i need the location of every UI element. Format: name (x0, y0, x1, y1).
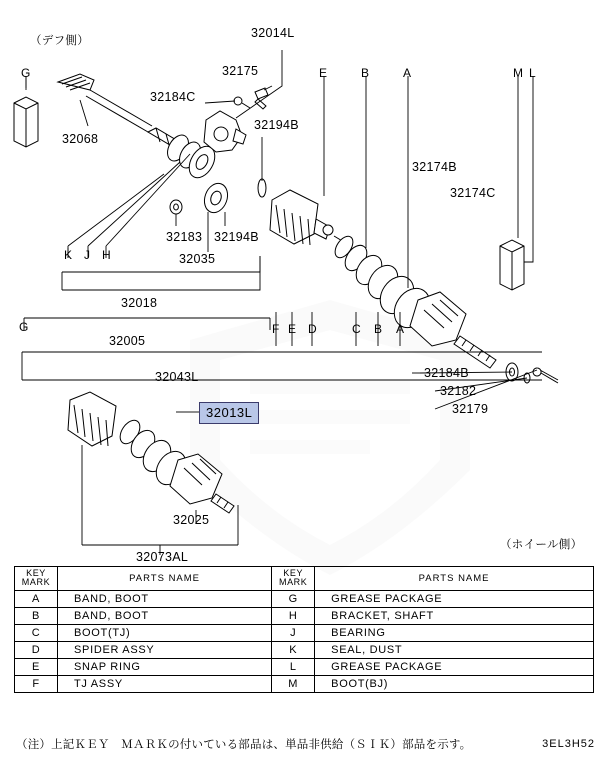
part-32194B-top: 32194B (254, 118, 299, 132)
key-left: B (15, 607, 58, 624)
callout-G-left: G (19, 320, 29, 334)
footnote-text: （注）上記ＫＥＹ ＭＡＲＫの付いている部品は、単品非供給（ＳＩＫ）部品を示す。 (16, 739, 472, 751)
part-32175: 32175 (222, 64, 259, 78)
key-left: D (15, 641, 58, 658)
diagram-code: 3EL3H52 (542, 738, 595, 750)
part-32182: 32182 (440, 384, 477, 398)
callout-K: K (64, 248, 73, 262)
table-header-row (15, 567, 594, 591)
callout-M-top: M (513, 66, 523, 80)
header-key-mark-left-line1: KEY (26, 568, 46, 578)
name-right: GREASE PACKAGE (315, 658, 594, 675)
part-32005: 32005 (109, 334, 146, 348)
table-row (15, 590, 594, 607)
callout-E-bottom: E (288, 322, 297, 336)
label-diff-side: （デフ側） (30, 35, 89, 47)
key-right: M (272, 675, 315, 692)
header-key-mark-left-line2: MARK (21, 577, 51, 588)
part-32184B: 32184B (424, 366, 469, 380)
key-right: J (272, 624, 315, 641)
callout-J: J (84, 248, 90, 262)
name-right: GREASE PACKAGE (315, 590, 594, 607)
name-right: SEAL, DUST (315, 641, 594, 658)
name-right: BEARING (315, 624, 594, 641)
name-left: BOOT(TJ) (58, 624, 272, 641)
part-32174C: 32174C (450, 186, 496, 200)
header-key-mark-left (15, 567, 58, 591)
part-32174B: 32174B (412, 160, 457, 174)
callout-C-bottom: C (352, 322, 361, 336)
callout-H: H (102, 248, 111, 262)
key-right: H (272, 607, 315, 624)
callout-E-top: E (319, 66, 328, 80)
header-parts-name-left: PARTS NAME (58, 567, 272, 591)
name-right: BRACKET, SHAFT (315, 607, 594, 624)
part-32035: 32035 (179, 252, 216, 266)
key-right: L (272, 658, 315, 675)
part-32043L: 32043L (155, 370, 199, 384)
name-left: BAND, BOOT (58, 607, 272, 624)
key-left: E (15, 658, 58, 675)
callout-L-top: L (529, 66, 536, 80)
key-right: K (272, 641, 315, 658)
callout-A-bottom: A (396, 322, 405, 336)
table-row (15, 641, 594, 658)
header-parts-name-right: PARTS NAME (315, 567, 594, 591)
callout-B-top: B (361, 66, 370, 80)
table-row (15, 607, 594, 624)
part-32068: 32068 (62, 132, 99, 146)
key-right: G (272, 590, 315, 607)
header-key-mark-right-line1: KEY (283, 568, 304, 578)
key-left: F (15, 675, 58, 692)
key-mark-table (14, 566, 594, 693)
highlighted-part-32013L[interactable]: 32013L (199, 402, 259, 424)
header-key-mark-right (272, 567, 315, 591)
table-row (15, 658, 594, 675)
header-key-mark-right-line2: MARK (278, 577, 308, 588)
name-left: BAND, BOOT (58, 590, 272, 607)
label-wheel-side: （ホイール側） (500, 539, 583, 551)
key-left: A (15, 590, 58, 607)
callout-D-bottom: D (308, 322, 317, 336)
table-row (15, 675, 594, 692)
part-32025: 32025 (173, 513, 210, 527)
callout-F-bottom: F (272, 322, 280, 336)
callout-A-top: A (403, 66, 412, 80)
name-left: TJ ASSY (58, 675, 272, 692)
callout-G-top: G (21, 66, 31, 80)
part-32073AL: 32073AL (136, 550, 189, 564)
callout-B-bottom: B (374, 322, 383, 336)
part-32014L: 32014L (251, 26, 295, 40)
part-32018: 32018 (121, 296, 158, 310)
name-left: SNAP RING (58, 658, 272, 675)
name-left: SPIDER ASSY (58, 641, 272, 658)
part-32183: 32183 (166, 230, 203, 244)
part-32184C: 32184C (150, 90, 196, 104)
part-32179: 32179 (452, 402, 489, 416)
name-right: BOOT(BJ) (315, 675, 594, 692)
table-row (15, 624, 594, 641)
key-left: C (15, 624, 58, 641)
part-32194B-bottom: 32194B (214, 230, 259, 244)
